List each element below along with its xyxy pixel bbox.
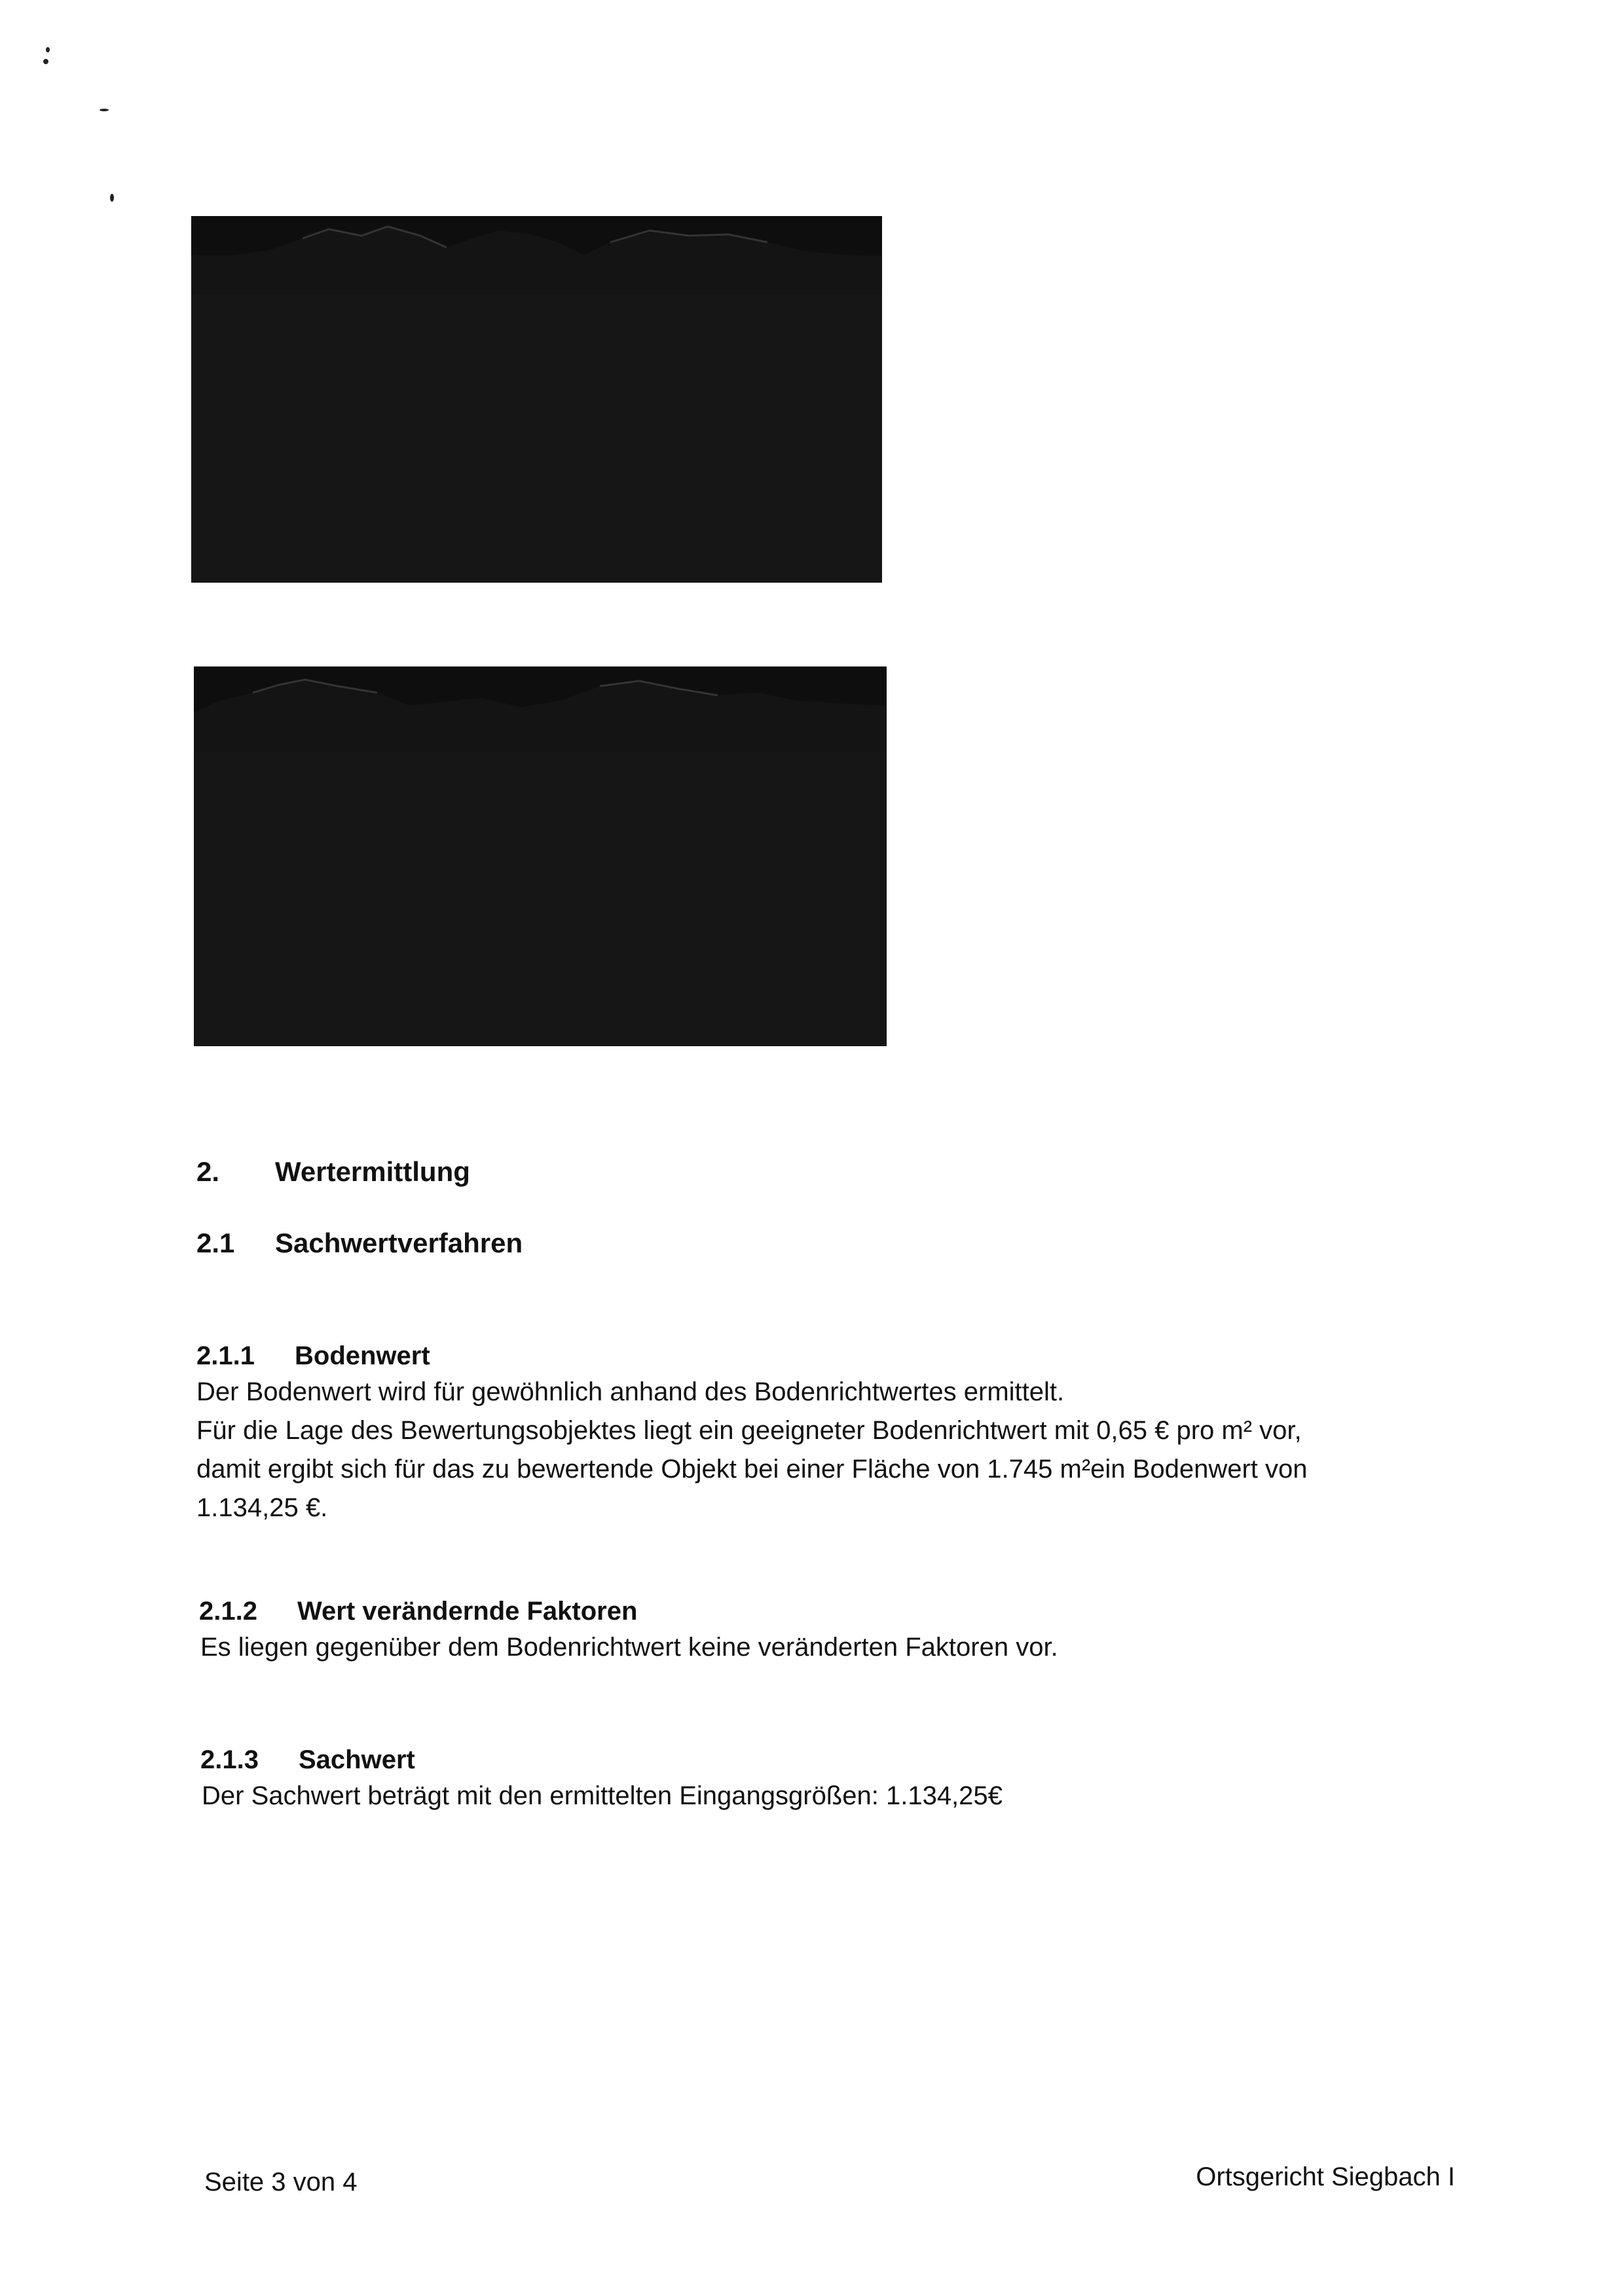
subsubsection-heading: [200, 1743, 415, 1777]
text-line: 1.134,25 €.: [196, 1493, 328, 1522]
section-title: Sachwert: [299, 1745, 415, 1774]
scan-speck: [43, 59, 48, 64]
scan-speck: [100, 109, 109, 111]
subsection-heading: [196, 1226, 523, 1260]
text-line: Der Bodenwert wird für gewöhnlich anhand des Bodenrichtwertes ermittelt.: [196, 1377, 1065, 1406]
scan-speck: [110, 194, 114, 202]
section-title: Wertermittlung: [275, 1156, 470, 1187]
text-line: Der Sachwert beträgt mit den ermittelten Eingangsgrößen: 1.134,25€: [202, 1781, 1003, 1810]
section-number: 2.1.1: [196, 1341, 255, 1370]
landscape-photo: [191, 216, 882, 583]
section-number: 2.1.3: [200, 1745, 259, 1774]
section-number: 2.1: [196, 1228, 235, 1258]
page-number: Seite 3 von 4: [204, 2168, 358, 2196]
section-title: Bodenwert: [295, 1341, 430, 1370]
text-line: Für die Lage des Bewertungsobjektes liegt ein geeigneter Bodenrichtwert mit 0,65 € pro m² vor,: [196, 1416, 1302, 1445]
text-line: Es liegen gegenüber dem Bodenrichtwert keine veränderten Faktoren vor.: [200, 1633, 1058, 1662]
scan-speck: [46, 47, 50, 52]
text-line: damit ergibt sich für das zu bewertende Objekt bei einer Fläche von 1.745 m²ein Bodenwert von: [196, 1455, 1308, 1484]
subsubsection-heading: [196, 1339, 430, 1373]
issuer-name: Ortsgericht Siegbach I: [1196, 2162, 1455, 2191]
bodenwert-paragraph: [196, 1373, 1307, 1527]
section-title: Sachwertverfahren: [275, 1228, 523, 1258]
section-number: 2.: [196, 1156, 220, 1187]
subsubsection-heading: [199, 1594, 637, 1628]
landscape-photo: [194, 666, 887, 1046]
section-number: 2.1.2: [199, 1597, 257, 1626]
faktoren-paragraph: [200, 1628, 1058, 1667]
sachwert-paragraph: [202, 1777, 1003, 1815]
section-title: Wert verändernde Faktoren: [297, 1597, 638, 1626]
section-heading: [196, 1155, 470, 1189]
